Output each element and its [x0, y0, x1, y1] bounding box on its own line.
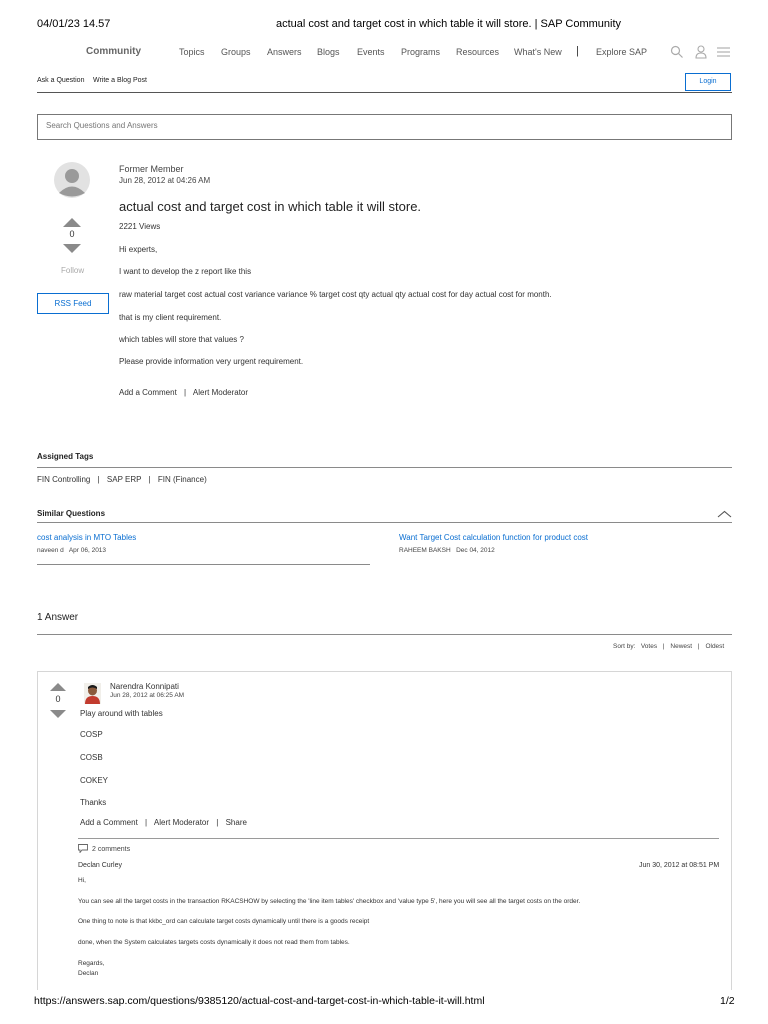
similar-question-date: Apr 06, 2013 — [68, 547, 107, 554]
sort-separator: | — [662, 643, 665, 650]
nav-blogs[interactable]: Blogs — [317, 47, 340, 57]
share-link[interactable]: Share — [225, 818, 247, 827]
question-date: Jun 28, 2012 at 04:26 AM — [119, 176, 211, 185]
question-author[interactable]: Former Member — [119, 164, 184, 174]
comment-line: You can see all the target costs in the transaction RKACSHOW by selecting the 'line item tables' checkbox and 'value type 5', here you will see all the target costs on the order. — [78, 898, 581, 905]
answer-line: COSB — [80, 753, 103, 762]
answer-line: Play around with tables — [80, 709, 163, 718]
answers-count: 1 Answer — [37, 612, 79, 623]
nav-programs[interactable]: Programs — [401, 47, 441, 57]
nav-groups[interactable]: Groups — [221, 47, 251, 57]
action-separator: | — [184, 388, 187, 397]
nav-resources[interactable]: Resources — [456, 47, 500, 57]
answer-card — [37, 671, 732, 1024]
similar-question-meta — [37, 547, 106, 554]
alert-moderator-link[interactable]: Alert Moderator — [153, 818, 210, 827]
assigned-tags-heading: Assigned Tags — [37, 452, 94, 461]
avatar-placeholder — [54, 162, 90, 198]
question-vote-count: 0 — [69, 229, 75, 239]
comment-icon[interactable] — [78, 844, 88, 853]
answer-author-avatar[interactable] — [84, 683, 101, 704]
answer-line: Thanks — [80, 798, 107, 807]
print-page-title: actual cost and target cost in which table it will store. | SAP Community — [276, 18, 622, 30]
print-url: https://answers.sap.com/questions/9385120/actual-cost-and-target-cost-in-which-table-it-will.html — [34, 995, 485, 1007]
question-body-line: raw material target cost actual cost variance variance % target cost qty actual qty actual cost for day actual cost for month. — [119, 290, 552, 299]
comment-line: done, when the System calculates targets costs dynamically it does not read them from tables. — [78, 939, 350, 946]
sort-newest[interactable]: Newest — [670, 643, 693, 650]
comment-line: One thing to note is that kkbc_ord can calculate target costs dynamically until there is a goods receipt — [78, 918, 370, 925]
tag-separator: | — [148, 475, 151, 484]
write-blog-post-link[interactable]: Write a Blog Post — [93, 77, 147, 84]
question-body-line: that is my client requirement. — [119, 313, 222, 322]
search-input[interactable] — [46, 121, 646, 130]
similar-question-link[interactable]: Want Target Cost calculation function for product cost — [399, 533, 588, 542]
comments-toggle[interactable]: 2 comments — [92, 846, 131, 853]
action-separator: | — [216, 818, 219, 827]
answer-line: COSP — [80, 730, 103, 739]
question-body-line: I want to develop the z report like this — [119, 267, 252, 276]
sort-controls — [613, 643, 724, 650]
nav-whats-new[interactable]: What's New — [514, 47, 562, 57]
question-body-line: which tables will store that values ? — [119, 335, 244, 344]
answer-actions — [80, 818, 247, 827]
downvote-icon[interactable] — [63, 244, 81, 253]
question-title: actual cost and target cost in which table it will store. — [119, 199, 422, 214]
downvote-icon[interactable] — [50, 710, 66, 718]
tags-divider — [37, 467, 732, 468]
nav-separator: | — [576, 45, 579, 57]
comment-line: Declan — [78, 970, 99, 977]
similar-item-divider — [37, 564, 370, 565]
comment-line: Regards, — [78, 960, 105, 967]
alert-moderator-link[interactable]: Alert Moderator — [192, 388, 249, 397]
answer-author[interactable]: Narendra Konnipati — [110, 682, 179, 691]
sort-votes[interactable]: Votes — [640, 643, 658, 650]
sort-oldest[interactable]: Oldest — [705, 643, 725, 650]
community-brand[interactable]: Community — [86, 46, 141, 57]
nav-events[interactable]: Events — [357, 47, 385, 57]
similar-question-author[interactable]: naveen d — [37, 547, 64, 554]
answer-vote-count: 0 — [55, 694, 61, 704]
answer-date: Jun 28, 2012 at 06:25 AM — [110, 692, 185, 699]
chevron-up-icon[interactable] — [717, 510, 732, 518]
menu-icon[interactable] — [717, 47, 730, 57]
tag-list — [37, 475, 207, 484]
similar-question-date: Dec 04, 2012 — [456, 547, 495, 554]
comment-author[interactable]: Declan Curley — [78, 862, 122, 869]
comment-line: Hi, — [78, 877, 86, 884]
user-icon[interactable] — [695, 45, 707, 59]
question-body-line: Please provide information very urgent requirement. — [119, 357, 304, 366]
search-icon[interactable] — [670, 45, 684, 59]
question-actions — [119, 388, 248, 397]
login-button[interactable]: Login — [685, 73, 731, 91]
question-views: 2221 Views — [119, 222, 161, 231]
similar-divider — [37, 522, 732, 523]
similar-question-meta — [399, 547, 495, 554]
similar-question-link[interactable]: cost analysis in MTO Tables — [37, 533, 137, 542]
nav-topics[interactable]: Topics — [179, 47, 205, 57]
answer-line: COKEY — [80, 776, 109, 785]
nav-explore-sap[interactable]: Explore SAP — [596, 47, 648, 57]
action-separator: | — [145, 818, 148, 827]
tag-link[interactable]: SAP ERP — [106, 475, 142, 484]
follow-link[interactable]: Follow — [61, 266, 85, 275]
upvote-icon[interactable] — [50, 683, 66, 691]
ask-question-link[interactable]: Ask a Question — [37, 77, 85, 84]
answers-divider — [37, 634, 732, 635]
add-comment-link[interactable]: Add a Comment — [80, 818, 138, 827]
rss-feed-button[interactable]: RSS Feed — [37, 293, 109, 314]
header-divider — [37, 92, 732, 93]
tag-link[interactable]: FIN Controlling — [37, 475, 91, 484]
similar-questions-heading: Similar Questions — [37, 509, 106, 518]
question-body-line: Hi experts, — [119, 245, 158, 254]
print-datetime: 04/01/23 14.57 — [37, 18, 111, 30]
sort-separator: | — [697, 643, 700, 650]
answer-actions-divider — [78, 838, 719, 839]
tag-separator: | — [97, 475, 100, 484]
sort-label: Sort by: — [613, 643, 636, 650]
search-box[interactable] — [37, 114, 732, 140]
similar-question-author[interactable]: RAHEEM BAKSH — [399, 547, 451, 554]
nav-answers[interactable]: Answers — [267, 47, 302, 57]
tag-link[interactable]: FIN (Finance) — [157, 475, 207, 484]
print-page-number: 1/2 — [720, 995, 735, 1007]
upvote-icon[interactable] — [63, 218, 81, 227]
add-comment-link[interactable]: Add a Comment — [119, 388, 177, 397]
comment-date: Jun 30, 2012 at 08:51 PM — [639, 862, 720, 869]
